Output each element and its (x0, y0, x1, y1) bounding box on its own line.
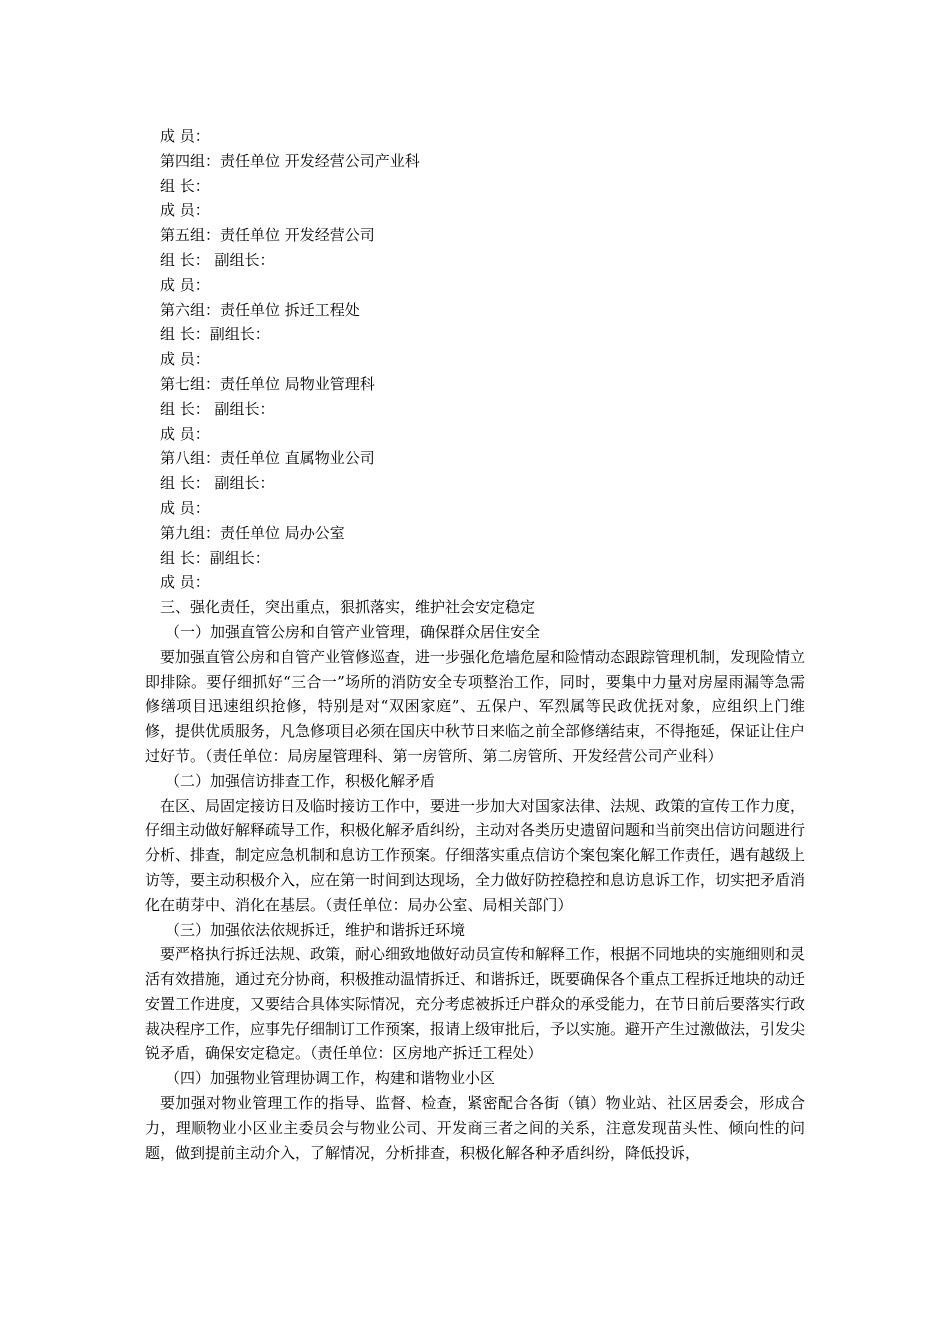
text-line: 成 员： (160, 424, 210, 443)
section-heading: 三、强化责任，突出重点，狠抓落实，维护社会安定稳定 (160, 598, 536, 617)
text-line: 成 员： (160, 498, 210, 517)
text-line: 组 长： 副组长： (160, 399, 275, 418)
text-line: 第五组：责任单位 开发经营公司 (160, 226, 375, 245)
text-line: 组 长： 副组长： (160, 250, 275, 269)
paragraph: 要加强直管公房和自管产业管修巡查，进一步强化危墙危屋和险情动态跟踪管理机制，发现险情立即排除。要仔细抓好“三合一”场所的消防安全专项整治工作，同时，要集中力量对房屋雨漏等急需修缮项目迅速组织抢修，特别是对“双困家庭”、五保户、军烈属等民政优抚对象，应组织上门维修，提供优质服务，凡急修项目必须在国庆中秋节日来临之前全部修缮结束，不得拖延，保证让住户过好节。（责任单位：局房屋管理科、第一房管所、第二房管所、开发经营公司产业科） (145, 647, 806, 765)
subsection-heading: （二）加强信访排查工作，积极化解矛盾 (165, 771, 436, 790)
text-line: 第七组：责任单位 局物业管理科 (160, 374, 375, 393)
text-line: 成 员： (160, 201, 210, 220)
text-line: 组 长： 副组长： (160, 474, 275, 493)
paragraph: 要严格执行拆迁法规、政策，耐心细致地做好动员宣传和解释工作，根据不同地块的实施细则和灵活有效措施，通过充分协商，积极推动温情拆迁、和谐拆迁，既要确保各个重点工程拆迁地块的动迁安置工作进度，又要结合具体实际情况，充分考虑被拆迁户群众的承受能力，在节日前后要落实行政裁决程序工作，应事先仔细制订工作预案，报请上级审批后，予以实施。避开产生过激做法，引发尖锐矛盾，确保安定稳定。（责任单位：区房地产拆迁工程处） (145, 945, 806, 1063)
text-line: 组 长：副组长： (160, 325, 270, 344)
text-line: 第九组：责任单位 局办公室 (160, 523, 345, 542)
text-line: 组 长：副组长： (160, 548, 270, 567)
text-line: 成 员： (160, 127, 210, 145)
document-body (145, 124, 805, 1165)
text-line: 第四组：责任单位 开发经营公司产业科 (160, 151, 420, 170)
paragraph: 要加强对物业管理工作的指导、监督、检查，紧密配合各街（镇）物业站、社区居委会，形成合力，理顺物业小区业主委员会与物业公司、开发商三者之间的关系，注意发现苗头性、倾向性的问题，做到提前主动介入，了解情况，分析排查，积极化解各种矛盾纠纷，降低投诉， (145, 1094, 805, 1162)
subsection-heading: （一）加强直管公房和自管产业管理，确保群众居住安全 (165, 622, 541, 641)
text-line: 成 员： (160, 573, 210, 592)
text-line: 第八组：责任单位 直属物业公司 (160, 449, 375, 468)
text-line: 组 长： (160, 176, 210, 195)
text-line: 第六组：责任单位 拆迁工程处 (160, 300, 360, 319)
text-line: 成 员： (160, 350, 210, 369)
paragraph: 在区、局固定接访日及临时接访工作中，要进一步加大对国家法律、法规、政策的宣传工作力度，仔细主动做好解释疏导工作，积极化解矛盾纠纷，主动对各类历史遗留问题和当前突出信访问题进行分析、排查，制定应急机制和息访工作预案。仔细落实重点信访个案包案化解工作责任，遇有越级上访等，要主动积极介入，应在第一时间到达现场，全力做好防控稳控和息访息诉工作，切实把矛盾消化在萌芽中、消化在基层。（责任单位：局办公室、局相关部门） (145, 796, 806, 914)
subsection-heading: （三）加强依法依规拆迁，维护和谐拆迁环境 (165, 920, 466, 939)
subsection-heading: （四）加强物业管理协调工作，构建和谐物业小区 (165, 1069, 496, 1088)
text-line: 成 员： (160, 275, 210, 294)
